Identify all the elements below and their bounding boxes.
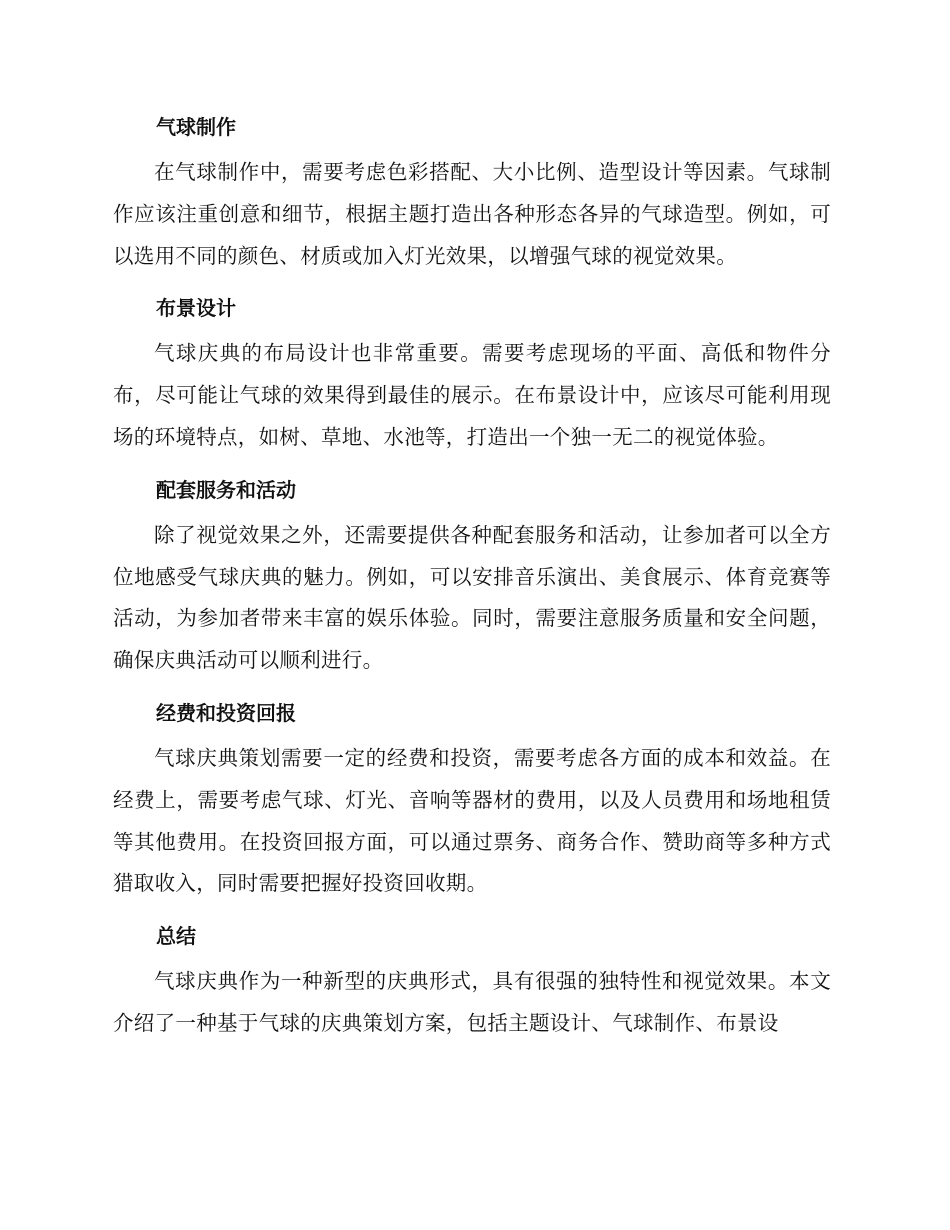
section-scene-design	[113, 287, 831, 458]
section-paragraph: 气球庆典的布局设计也非常重要。需要考虑现场的平面、高低和物件分布，尽可能让气球的效果得到最佳的展示。在布景设计中，应该尽可能利用现场的环境特点，如树、草地、水池等，打造出一个独一无二的视觉体验。	[113, 341, 831, 449]
document-page	[113, 106, 831, 1055]
section-paragraph: 气球庆典策划需要一定的经费和投资，需要考虑各方面的成本和效益。在经费上，需要考虑气球、灯光、音响等器材的费用，以及人员费用和场地租赁等其他费用。在投资回报方面，可以通过票务、商务合作、赞助商等多种方式猎取收入，同时需要把握好投资回收期。	[113, 745, 831, 896]
section-balloon-making	[113, 106, 831, 277]
section-paragraph: 除了视觉效果之外，还需要提供各种配套服务和活动，让参加者可以全方位地感受气球庆典的魅力。例如，可以安排音乐演出、美食展示、体育竞赛等活动，为参加者带来丰富的娱乐体验。同时，需要注意服务质量和安全问题，确保庆典活动可以顺利进行。	[113, 522, 831, 673]
section-budget-roi	[113, 692, 831, 905]
section-paragraph: 在气球制作中，需要考虑色彩搭配、大小比例、造型设计等因素。气球制作应该注重创意和细节，根据主题打造出各种形态各异的气球造型。例如，可以选用不同的颜色、材质或加入灯光效果，以增强气球的视觉效果。	[113, 160, 831, 268]
section-heading: 配套服务和活动	[156, 477, 296, 502]
section-summary	[113, 915, 831, 1045]
section-heading: 布景设计	[156, 296, 236, 321]
section-heading: 气球制作	[156, 115, 236, 139]
section-heading: 经费和投资回报	[156, 700, 296, 725]
section-services-activities	[113, 469, 831, 682]
section-heading: 总结	[156, 924, 196, 949]
section-paragraph: 气球庆典作为一种新型的庆典形式，具有很强的独特性和视觉效果。本文介绍了一种基于气球的庆典策划方案，包括主题设计、气球制作、布景设	[113, 969, 831, 1035]
